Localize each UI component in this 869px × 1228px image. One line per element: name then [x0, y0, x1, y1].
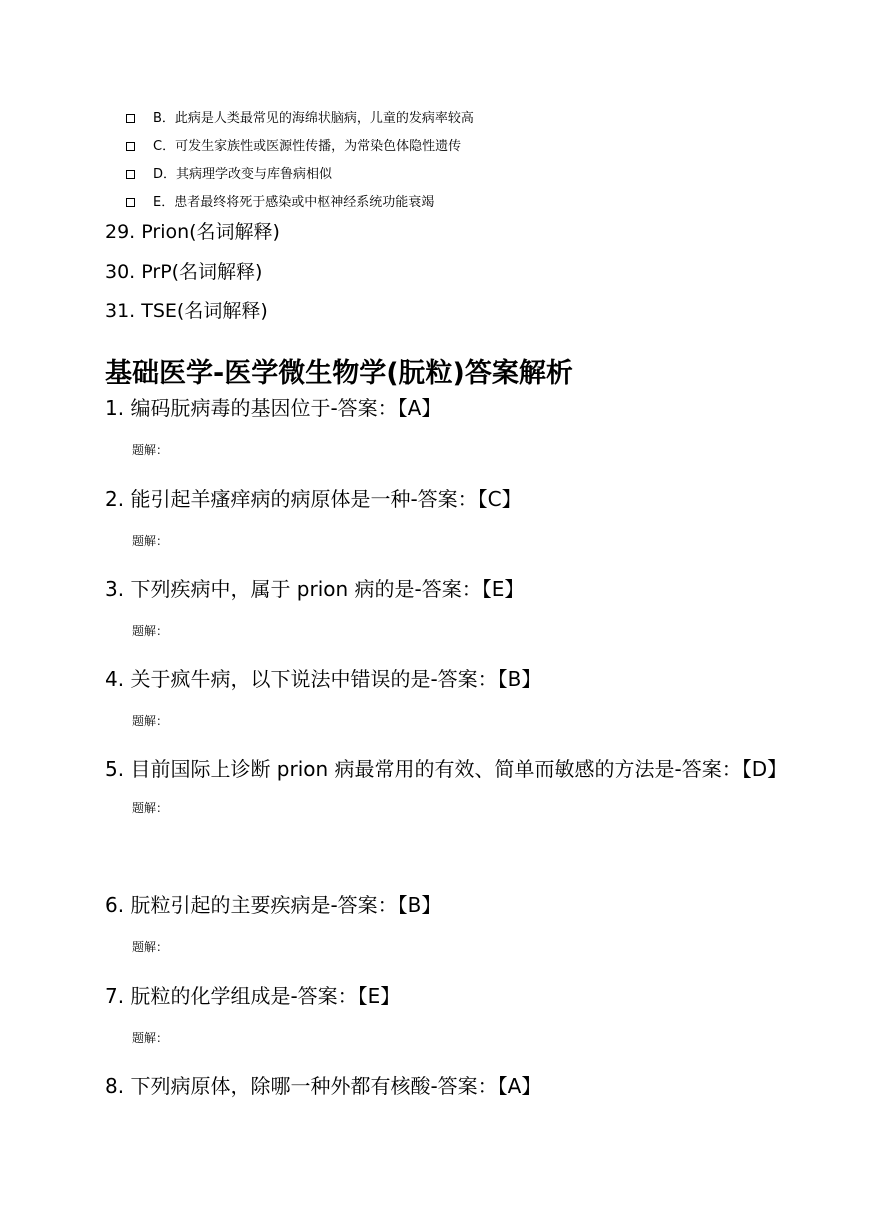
option-text: E．患者最终将死于感染或中枢神经系统功能衰竭: [153, 194, 435, 210]
answer-item: [105, 1072, 785, 1100]
answer-question: 4. 关于疯牛病，以下说法中错误的是-答案：【B】: [105, 667, 542, 691]
option-b[interactable]: [126, 104, 846, 132]
answer-item: [105, 748, 788, 816]
answer-explanation: 题解：: [132, 940, 169, 954]
term-list: [105, 218, 825, 337]
answer-item: [105, 891, 785, 955]
term-question: 30. PrP(名词解释): [105, 260, 263, 283]
answer-question: 5. 目前国际上诊断 prion 病最常用的有效、简单而敏感的方法是-答案：【D】: [105, 757, 788, 781]
answer-explanation: 题解：: [132, 624, 169, 638]
answer-item: [105, 485, 785, 549]
option-list: [126, 104, 846, 216]
term-question: 31. TSE(名词解释): [105, 300, 268, 322]
option-c[interactable]: [126, 132, 846, 160]
option-e[interactable]: [126, 188, 846, 216]
term-question: 29. Prion(名词解释): [105, 221, 280, 243]
answer-question: 7. 朊粒的化学组成是-答案：【E】: [105, 984, 401, 1008]
answer-explanation: 题解：: [132, 534, 169, 548]
answer-explanation: 题解：: [132, 1031, 169, 1045]
checkbox-icon[interactable]: [126, 114, 135, 123]
checkbox-icon[interactable]: [126, 142, 135, 151]
answer-question: 2. 能引起羊瘙痒病的病原体是一种-答案：【C】: [105, 487, 522, 511]
answer-item: [105, 982, 785, 1046]
answer-item: [105, 394, 785, 458]
answer-item: [105, 665, 785, 729]
option-text: D．其病理学改变与库鲁病相似: [153, 166, 333, 182]
option-text: C．可发生家族性或医源性传播，为常染色体隐性遗传: [153, 138, 462, 154]
answer-explanation: 题解：: [132, 443, 169, 457]
answer-question: 3. 下列疾病中，属于 prion 病的是-答案：【E】: [105, 577, 525, 601]
answer-question: 1. 编码朊病毒的基因位于-答案：【A】: [105, 396, 442, 420]
answer-explanation: 题解：: [132, 801, 169, 815]
option-text: B．此病是人类最常见的海绵状脑病，儿童的发病率较高: [153, 110, 474, 126]
section-title: 基础医学-医学微生物学(朊粒)答案解析: [105, 358, 573, 389]
answer-explanation: 题解：: [132, 714, 169, 728]
checkbox-icon[interactable]: [126, 170, 135, 179]
answer-question: 8. 下列病原体，除哪一种外都有核酸-答案：【A】: [105, 1074, 542, 1098]
answer-item: [105, 575, 785, 639]
answer-question: 6. 朊粒引起的主要疾病是-答案：【B】: [105, 893, 442, 917]
checkbox-icon[interactable]: [126, 198, 135, 207]
option-d[interactable]: [126, 160, 846, 188]
